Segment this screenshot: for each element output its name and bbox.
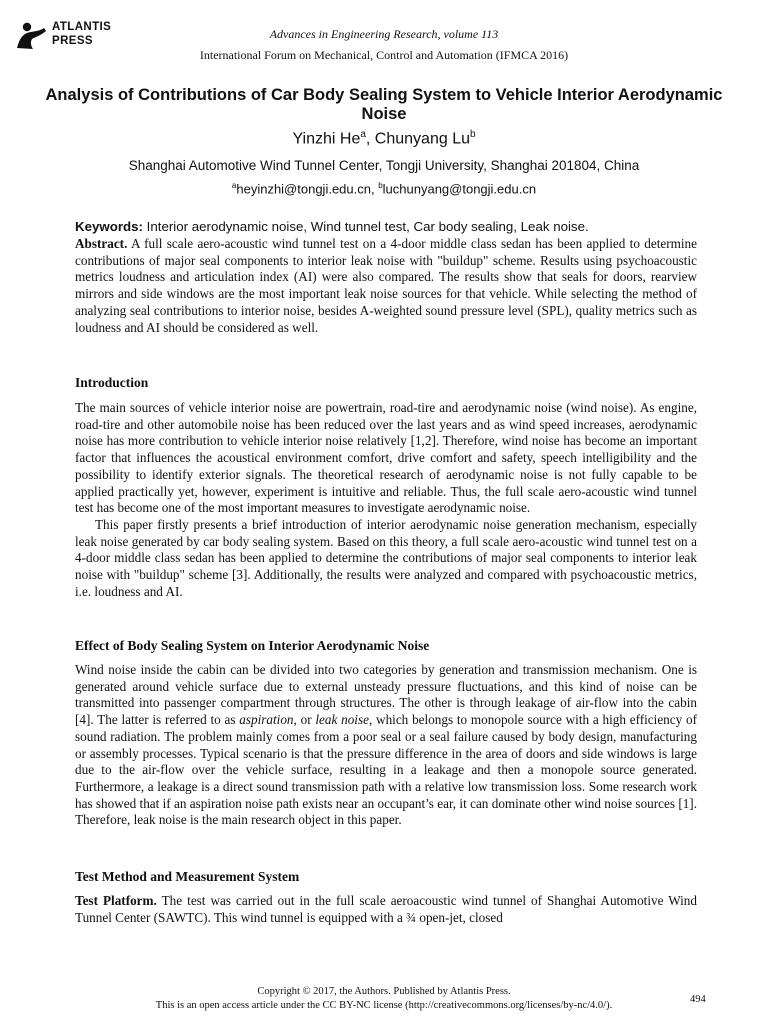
abstract-text: A full scale aero-acoustic wind tunnel test on a 4-door middle class sedan has been applied to determine contributions of major seal components to interior leak noise with "buildup" scheme. Results using psychoacoustic metrics loudness and articulation index (AI) were also compared. The results show that seals for doors, rearview mirrors and side windows are the most important leak noise sources for that vehicle. While selecting the method of analyzing seal contributions to interior noise, besides A-weighted sound pressure level (SPL), quality metrics such as loudness and AI should be considered as well. (75, 236, 697, 335)
logo-line-2: PRESS (52, 35, 93, 47)
conference-header: International Forum on Mechanical, Control and Automation (IFMCA 2016) (199, 48, 569, 62)
paragraph (75, 662, 697, 829)
text-run: , or (293, 712, 316, 728)
paper-title: Analysis of Contributions of Car Body Sealing System to Vehicle Interior Aerodynamic Noise (45, 86, 723, 123)
paragraph: This paper firstly presents a brief introduction of interior aerodynamic noise generation mechanism, especially leak noise generated by car body sealing system. Based on this theory, a full scale aero-acoustic wind tunnel test on a 4-door middle class sedan has been applied to determine the contributions of major seal components to interior leak noise with "buildup" scheme [3]. Additionally, the results were analyzed and compared with psychoacoustic metrics, i.e. loudness and AI. (75, 516, 697, 599)
logo-line-1: ATLANTIS (52, 21, 112, 33)
subsection-label: Test Platform. (75, 893, 157, 908)
email-marker: a (231, 181, 237, 190)
authors (0, 129, 768, 148)
author-emails (0, 181, 768, 196)
abstract (75, 236, 697, 336)
affiliation-marker: a (360, 129, 366, 140)
keywords-text: Interior aerodynamic noise, Wind tunnel test, Car body sealing, Leak noise. (142, 219, 589, 234)
keywords-label: Keywords: (75, 219, 143, 234)
paragraph (75, 893, 697, 926)
author-separator: , (365, 130, 375, 148)
method-body (75, 893, 697, 926)
affiliation-marker: b (469, 129, 476, 140)
page-number: 494 (690, 994, 706, 1005)
italic-term: leak noise (315, 712, 369, 728)
journal-header: Advances in Engineering Research, volume 113 (269, 27, 499, 41)
text-run: Wind noise inside the cabin can be divided into two categories by generation and transmission mechanism. One is generated around vehicle surface due to external unsteady pressure fluctuations, and this kind of noise can be transmitted into passenger compartment through structures. The other is through leakage of air-flow into the cabin [4]. The latter is referred to as (75, 662, 697, 728)
email: luchunyang@tongji.edu.cn (382, 181, 537, 197)
email-marker: b (378, 181, 383, 190)
affiliation: Shanghai Automotive Wind Tunnel Center, Tongji University, Shanghai 201804, China (128, 158, 640, 173)
license-notice: This is an open access article under the CC BY-NC license (http://creativecommons.org/licenses/by-nc/4.0/). (155, 1000, 613, 1011)
author-name: Chunyang Lu (374, 130, 470, 148)
effect-body (75, 662, 697, 829)
section-heading: Effect of Body Sealing System on Interior Aerodynamic Noise (75, 638, 430, 653)
author-name: Yinzhi He (292, 130, 361, 148)
section-heading: Introduction (75, 375, 149, 390)
copyright-notice: Copyright © 2017, the Authors. Published by Atlantis Press. (257, 986, 511, 997)
introduction-body (75, 400, 697, 600)
section-heading: Test Method and Measurement System (75, 869, 300, 884)
text-run: The test was carried out in the full scale aeroacoustic wind tunnel of Shanghai Automotive Wind Tunnel Center (SAWTC). This wind tunnel is equipped with a ¾ open-jet, closed (75, 893, 697, 925)
text-run: , which belongs to monopole source with a high efficiency of sound radiation. The problem mainly comes from a poor seal or a seal failure caused by body design, manufacturing or assembly processes. Typical scenario is that the pressure difference in the area of doors and side windows is large due to the air-flow over the vehicle surface, resulting in a leakage and then a monopole source generated. Furthermore, a leakage is a direct sound transmission path with a relative low transmission loss. Some research work has showed that if an aspiration noise path exists near an occupant’s ear, it can dominate other wind noise sources [1]. Therefore, leak noise is the main research object in this paper. (75, 712, 697, 828)
keywords (75, 219, 695, 234)
paragraph: The main sources of vehicle interior noise are powertrain, road-tire and aerodynamic noise (wind noise). As engine, road-tire and other automobile noise has been reduced over the last years and as wind speed increases, aerodynamic noise has more contribution to vehicle interior noise relatively [1,2]. Therefore, wind noise has become an important factor that influences the acoustical environment comfort, drive comfort and safety, speech intelligibility and the possibility to identify exterior signals. The theoretical research of aerodynamic noise is not fully capable to be applied practically yet, however, experiment is intuitive and reliable. Thus, the full scale aero-acoustic wind tunnel test has become one of the most important measures to investigate aerodynamic noise. (75, 400, 697, 516)
abstract-label: Abstract. (75, 236, 128, 251)
italic-term: aspiration (239, 712, 294, 728)
email: heyinzhi@tongji.edu.cn, (236, 181, 379, 197)
